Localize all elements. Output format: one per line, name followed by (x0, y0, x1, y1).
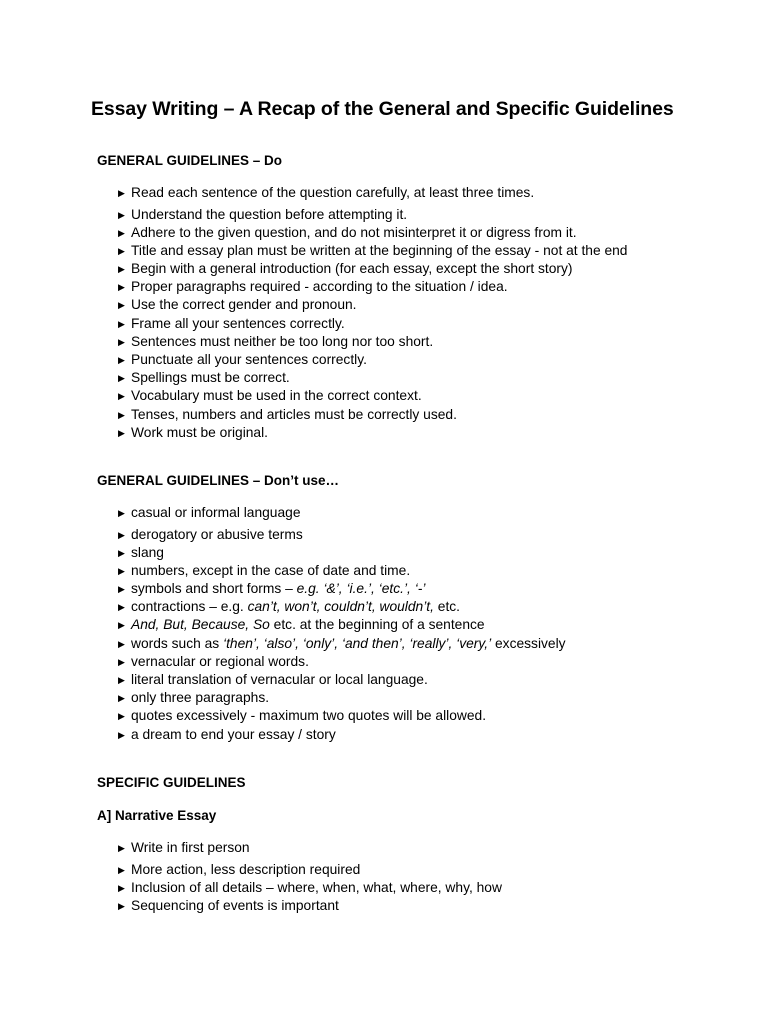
list-item: ▶ Sequencing of events is important (118, 897, 339, 913)
general-dont-list (118, 504, 566, 744)
list-item: ▶ Inclusion of all details – where, when, what, where, why, how (118, 879, 502, 895)
bullet-icon: ▶ (118, 675, 125, 685)
bullet-icon: ▶ (118, 355, 125, 365)
bullet-icon: ▶ (118, 188, 125, 198)
list-item: ▶ Sentences must neither be too long nor too short. (118, 333, 434, 349)
list-item: ▶ Read each sentence of the question carefully, at least three times. (118, 185, 535, 200)
bullet-icon: ▶ (118, 227, 125, 238)
general-do-list (118, 184, 627, 442)
list-item: ▶ numbers, except in the case of date and time. (118, 562, 411, 578)
general-dont-heading: GENERAL GUIDELINES – Don’t use… (97, 473, 340, 488)
bullet-icon: ▶ (118, 264, 125, 275)
bullet-icon: ▶ (118, 711, 125, 722)
bullet-icon: ▶ (118, 318, 125, 329)
list-item: ▶ And, But, Because, So etc. at the beginning of a sentence (118, 617, 485, 633)
list-item: ▶ only three paragraphs. (118, 690, 270, 706)
list-item: ▶ Adhere to the given question, and do not misinterpret it or digress from it. (118, 224, 577, 240)
bullet-icon: ▶ (118, 209, 125, 220)
list-item: ▶ Understand the question before attempting it. (118, 206, 408, 222)
list-item: ▶ casual or informal language (118, 505, 301, 520)
list-item: ▶ Work must be original. (118, 424, 268, 440)
document-title: Essay Writing – A Recap of the General and Specific Guidelines (91, 98, 674, 120)
list-item: ▶ slang (118, 544, 164, 560)
list-item: ▶ More action, less description required (118, 861, 361, 877)
bullet-icon: ▶ (118, 508, 125, 518)
general-do-heading: GENERAL GUIDELINES – Do (97, 153, 283, 168)
bullet-icon: ▶ (118, 409, 125, 420)
list-item: ▶ Write in first person (118, 840, 250, 855)
bullet-icon: ▶ (118, 565, 125, 576)
list-item: ▶ symbols and short forms – e.g. ‘&’, ‘i.e.’, ‘etc.’, ‘-’ (118, 581, 426, 597)
bullet-icon: ▶ (118, 843, 125, 853)
list-item: ▶ Tenses, numbers and articles must be correctly used. (118, 406, 457, 422)
bullet-icon: ▶ (118, 427, 125, 438)
bullet-icon: ▶ (118, 282, 125, 293)
bullet-icon: ▶ (118, 391, 125, 402)
specific-heading: SPECIFIC GUIDELINES (97, 775, 246, 790)
bullet-icon: ▶ (118, 620, 125, 631)
list-item: ▶ Use the correct gender and pronoun. (118, 297, 357, 313)
bullet-icon: ▶ (118, 336, 125, 347)
bullet-icon: ▶ (118, 529, 125, 540)
bullet-icon: ▶ (118, 602, 125, 613)
list-item: ▶ contractions – e.g. can’t, won’t, couldn’t, wouldn’t, etc. (118, 599, 461, 615)
list-item: ▶ derogatory or abusive terms (118, 526, 303, 542)
list-item: ▶ vernacular or regional words. (118, 653, 309, 669)
bullet-icon: ▶ (118, 882, 125, 893)
bullet-icon: ▶ (118, 729, 125, 740)
bullet-icon: ▶ (118, 300, 125, 311)
bullet-icon: ▶ (118, 656, 125, 667)
list-item: ▶ Vocabulary must be used in the correct context. (118, 388, 422, 404)
bullet-icon: ▶ (118, 584, 125, 595)
list-item: ▶ words such as ‘then’, ‘also’, ‘only’, ‘and then’, ‘really’, ‘very,’ excessively (118, 635, 566, 651)
list-item: ▶ Title and essay plan must be written at the beginning of the essay - not at the end (118, 242, 628, 258)
bullet-icon: ▶ (118, 245, 125, 256)
bullet-icon: ▶ (118, 693, 125, 704)
narrative-list (118, 839, 502, 915)
list-item: ▶ Spellings must be correct. (118, 370, 290, 386)
list-item: ▶ Punctuate all your sentences correctly. (118, 352, 367, 367)
bullet-icon: ▶ (118, 638, 125, 649)
bullet-icon: ▶ (118, 864, 125, 875)
narrative-heading: A] Narrative Essay (97, 808, 217, 823)
list-item: ▶ Proper paragraphs required - according to the situation / idea. (118, 279, 508, 295)
list-item: ▶ a dream to end your essay / story (118, 726, 336, 742)
list-item: ▶ Begin with a general introduction (for each essay, except the short story) (118, 261, 573, 277)
list-item: ▶ literal translation of vernacular or local language. (118, 672, 428, 687)
bullet-icon: ▶ (118, 547, 125, 558)
list-item: ▶ quotes excessively - maximum two quotes will be allowed. (118, 708, 487, 724)
list-item: ▶ Frame all your sentences correctly. (118, 315, 345, 331)
bullet-icon: ▶ (118, 900, 125, 911)
bullet-icon: ▶ (118, 373, 125, 384)
